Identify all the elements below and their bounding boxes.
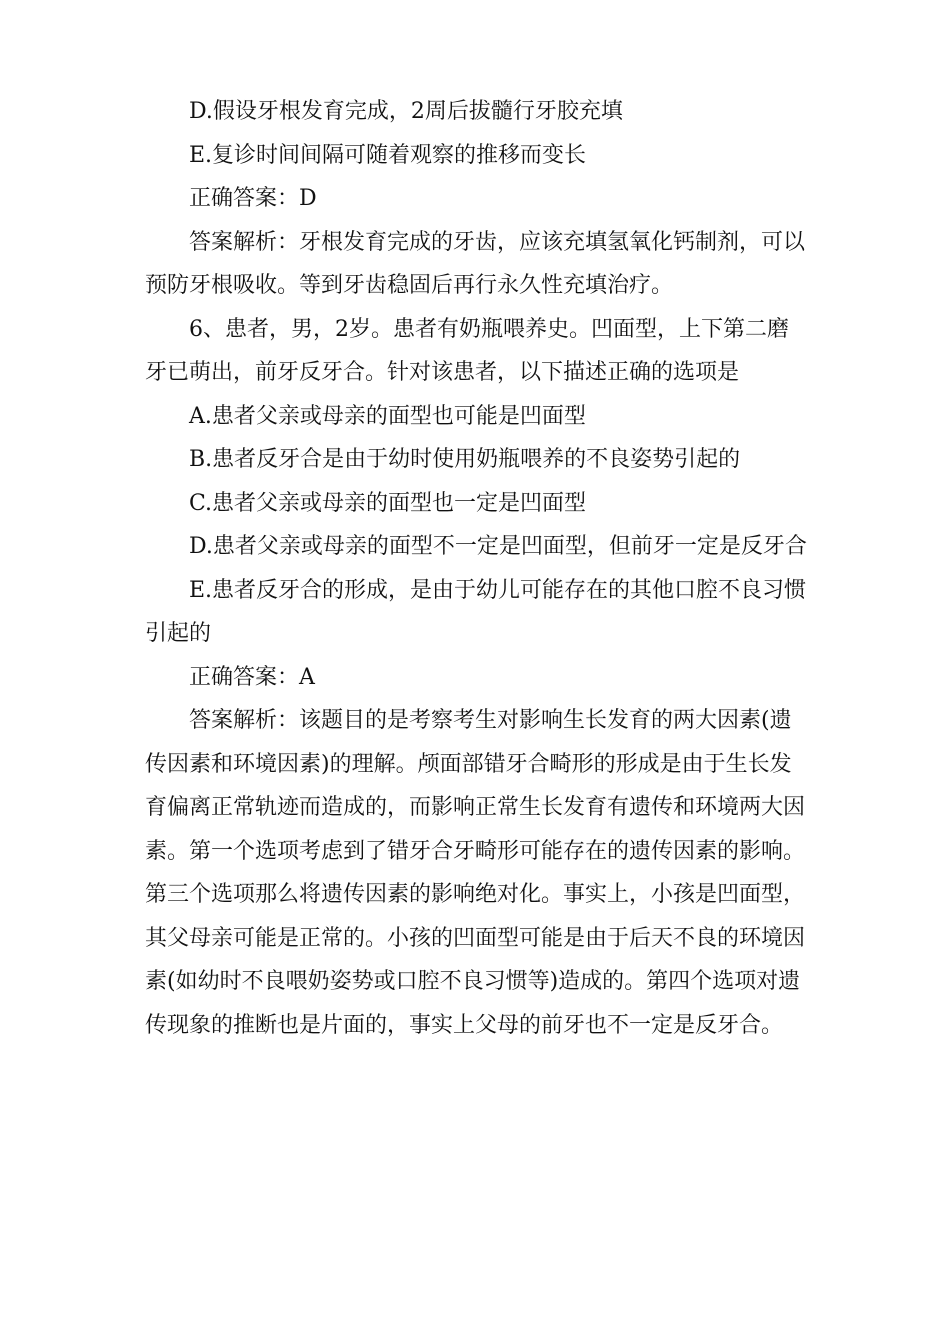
document-body xyxy=(145,90,810,1047)
correct-answer-q6: 正确答案：A xyxy=(189,664,315,690)
option-e-q5: E.复诊时间间隔可随着观察的推移而变长 xyxy=(189,142,587,168)
option-b-q6: B.患者反牙合是由于幼时使用奶瓶喂养的不良姿势引起的 xyxy=(189,447,741,472)
answer-explanation-q6: 答案解析：该题目的是考察考生对影响生长发育的两大因素(遗传因素和环境因素)的理解。颅面部错牙合畸形的形成是由于生长发育偏离正常轨迹而造成的，而影响正常生长发育有遗传和环境两大因素。第一个选项考虑到了错牙合牙畸形可能存在的遗传因素的影响。第三个选项那么将遗传因素的影响绝对化。事实上，小孩是凹面型，其父母亲可能是正常的。小孩的凹面型可能是由于后天不良的环境因素(如幼时不良喂奶姿势或口腔不良习惯等)造成的。第四个选项对遗传现象的推断也是片面的，事实上父母的前牙也不一定是反牙合。 xyxy=(145,708,806,1038)
option-d-q6: D.患者父亲或母亲的面型不一定是凹面型，但前牙一定是反牙合 xyxy=(189,534,807,559)
option-d-q5: D.假设牙根发育完成，2周后拔髓行牙胶充填 xyxy=(189,99,623,124)
option-c-q6: C.患者父亲或母亲的面型也一定是凹面型 xyxy=(189,490,587,516)
question-6-stem: 6、患者，男，2岁。患者有奶瓶喂养史。凹面型，上下第二磨牙已萌出，前牙反牙合。针对该患者，以下描述正确的选项是 xyxy=(145,316,789,385)
option-e-q6: E.患者反牙合的形成，是由于幼儿可能存在的其他口腔不良习惯引起的 xyxy=(145,577,807,646)
correct-answer-q5: 正确答案：D xyxy=(189,186,317,211)
answer-explanation-q5: 答案解析：牙根发育完成的牙齿，应该充填氢氧化钙制剂，可以预防牙根吸收。等到牙齿稳固后再行永久性充填治疗。 xyxy=(145,229,806,298)
option-a-q6: A.患者父亲或母亲的面型也可能是凹面型 xyxy=(189,403,586,429)
